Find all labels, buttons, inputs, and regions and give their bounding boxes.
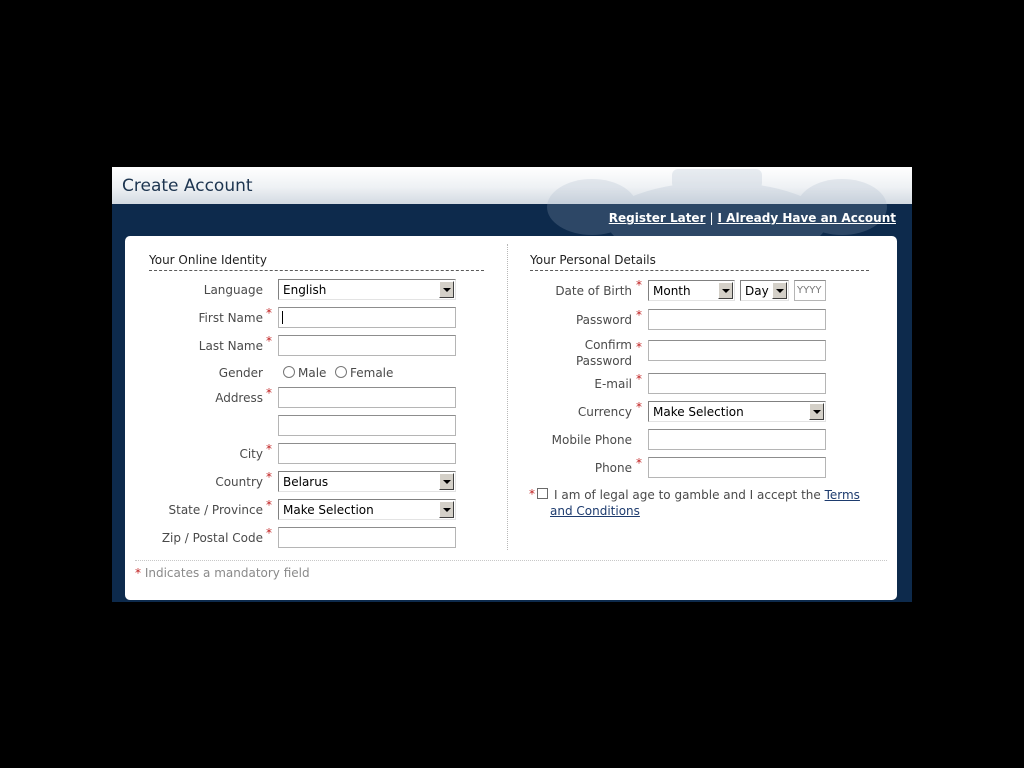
- confirm-password-input[interactable]: [648, 340, 826, 361]
- first-name-input[interactable]: [278, 307, 456, 328]
- required-star: *: [636, 400, 642, 414]
- required-star: *: [135, 566, 141, 580]
- required-star: *: [266, 306, 272, 320]
- required-star: *: [636, 308, 642, 322]
- legal-age-statement: I am of legal age to gamble and I accept the: [554, 488, 825, 502]
- gender-label: Gender: [218, 366, 263, 380]
- country-label: Country: [215, 475, 263, 489]
- address-line1-input[interactable]: [278, 387, 456, 408]
- account-links: [609, 211, 896, 225]
- dob-day-value: Day: [745, 284, 769, 298]
- language-select[interactable]: [278, 279, 456, 300]
- dob-day-select[interactable]: [740, 280, 789, 301]
- state-value: Make Selection: [283, 503, 374, 517]
- required-star: *: [266, 334, 272, 348]
- required-star: *: [266, 498, 272, 512]
- mobile-phone-label: Mobile Phone: [551, 433, 632, 447]
- language-label: Language: [203, 283, 263, 297]
- country-select[interactable]: [278, 471, 456, 492]
- dob-year-input[interactable]: [794, 280, 826, 301]
- column-divider: [507, 244, 508, 550]
- online-identity-heading: Your Online Identity: [149, 253, 267, 267]
- dialog-title: Create Account: [122, 176, 253, 196]
- state-select[interactable]: [278, 499, 456, 520]
- required-star: *: [266, 386, 272, 400]
- address-label: Address: [215, 391, 263, 405]
- phone-label: Phone: [594, 461, 632, 475]
- register-later-link[interactable]: Register Later: [608, 211, 706, 225]
- required-star: *: [266, 526, 272, 540]
- currency-value: Make Selection: [653, 405, 744, 419]
- personal-details-rule: [530, 270, 869, 271]
- confirm-password-label: [525, 337, 632, 369]
- terms-link-continued[interactable]: and Conditions: [550, 504, 640, 518]
- dob-label: Date of Birth: [555, 284, 632, 298]
- required-star: *: [636, 456, 642, 470]
- phone-input[interactable]: [648, 457, 826, 478]
- legal-age-checkbox[interactable]: [537, 488, 548, 499]
- footer-divider: [135, 560, 887, 561]
- chevron-down-icon[interactable]: [439, 473, 454, 490]
- last-name-input[interactable]: [278, 335, 456, 356]
- zip-input[interactable]: [278, 527, 456, 548]
- terms-link[interactable]: Terms: [824, 488, 860, 502]
- currency-label: Currency: [577, 405, 632, 419]
- dob-month-select[interactable]: [648, 280, 735, 301]
- currency-select[interactable]: [648, 401, 826, 422]
- required-star: *: [636, 278, 642, 292]
- personal-details-heading: Your Personal Details: [530, 253, 656, 267]
- first-name-label: First Name: [198, 311, 263, 325]
- city-label: City: [239, 447, 263, 461]
- gender-female-label[interactable]: Female: [350, 366, 394, 380]
- gender-male-label[interactable]: Male: [298, 366, 327, 380]
- required-star: *: [266, 442, 272, 456]
- zip-label: Zip / Postal Code: [161, 531, 263, 545]
- last-name-label: Last Name: [198, 339, 263, 353]
- legal-age-text: [550, 487, 860, 519]
- chevron-down-icon[interactable]: [439, 281, 454, 298]
- email-input[interactable]: [648, 373, 826, 394]
- mandatory-note-text: Indicates a mandatory field: [144, 566, 310, 580]
- required-star: *: [529, 487, 535, 501]
- city-input[interactable]: [278, 443, 456, 464]
- chevron-down-icon[interactable]: [772, 282, 787, 299]
- mobile-phone-input[interactable]: [648, 429, 826, 450]
- create-account-dialog: [112, 167, 912, 602]
- address-line2-input[interactable]: [278, 415, 456, 436]
- confirm-password-label-line2: Password: [575, 354, 632, 368]
- required-star: *: [636, 372, 642, 386]
- gender-female-radio[interactable]: [335, 366, 347, 378]
- confirm-password-label-line1: Confirm: [584, 338, 632, 352]
- form-panel: [125, 236, 897, 600]
- gender-male-radio[interactable]: [283, 366, 295, 378]
- country-value: Belarus: [283, 475, 329, 489]
- chevron-down-icon[interactable]: [718, 282, 733, 299]
- password-label: Password: [575, 313, 632, 327]
- required-star: *: [266, 470, 272, 484]
- online-identity-rule: [149, 270, 484, 271]
- password-input[interactable]: [648, 309, 826, 330]
- email-label: E-mail: [594, 377, 632, 391]
- chevron-down-icon[interactable]: [439, 501, 454, 518]
- language-value: English: [283, 283, 327, 297]
- already-have-account-link[interactable]: I Already Have an Account: [717, 211, 896, 225]
- link-separator: |: [709, 211, 714, 225]
- state-label: State / Province: [168, 503, 263, 517]
- chevron-down-icon[interactable]: [809, 403, 824, 420]
- required-star: *: [636, 340, 642, 354]
- mandatory-note: [135, 566, 310, 580]
- dob-month-value: Month: [653, 284, 691, 298]
